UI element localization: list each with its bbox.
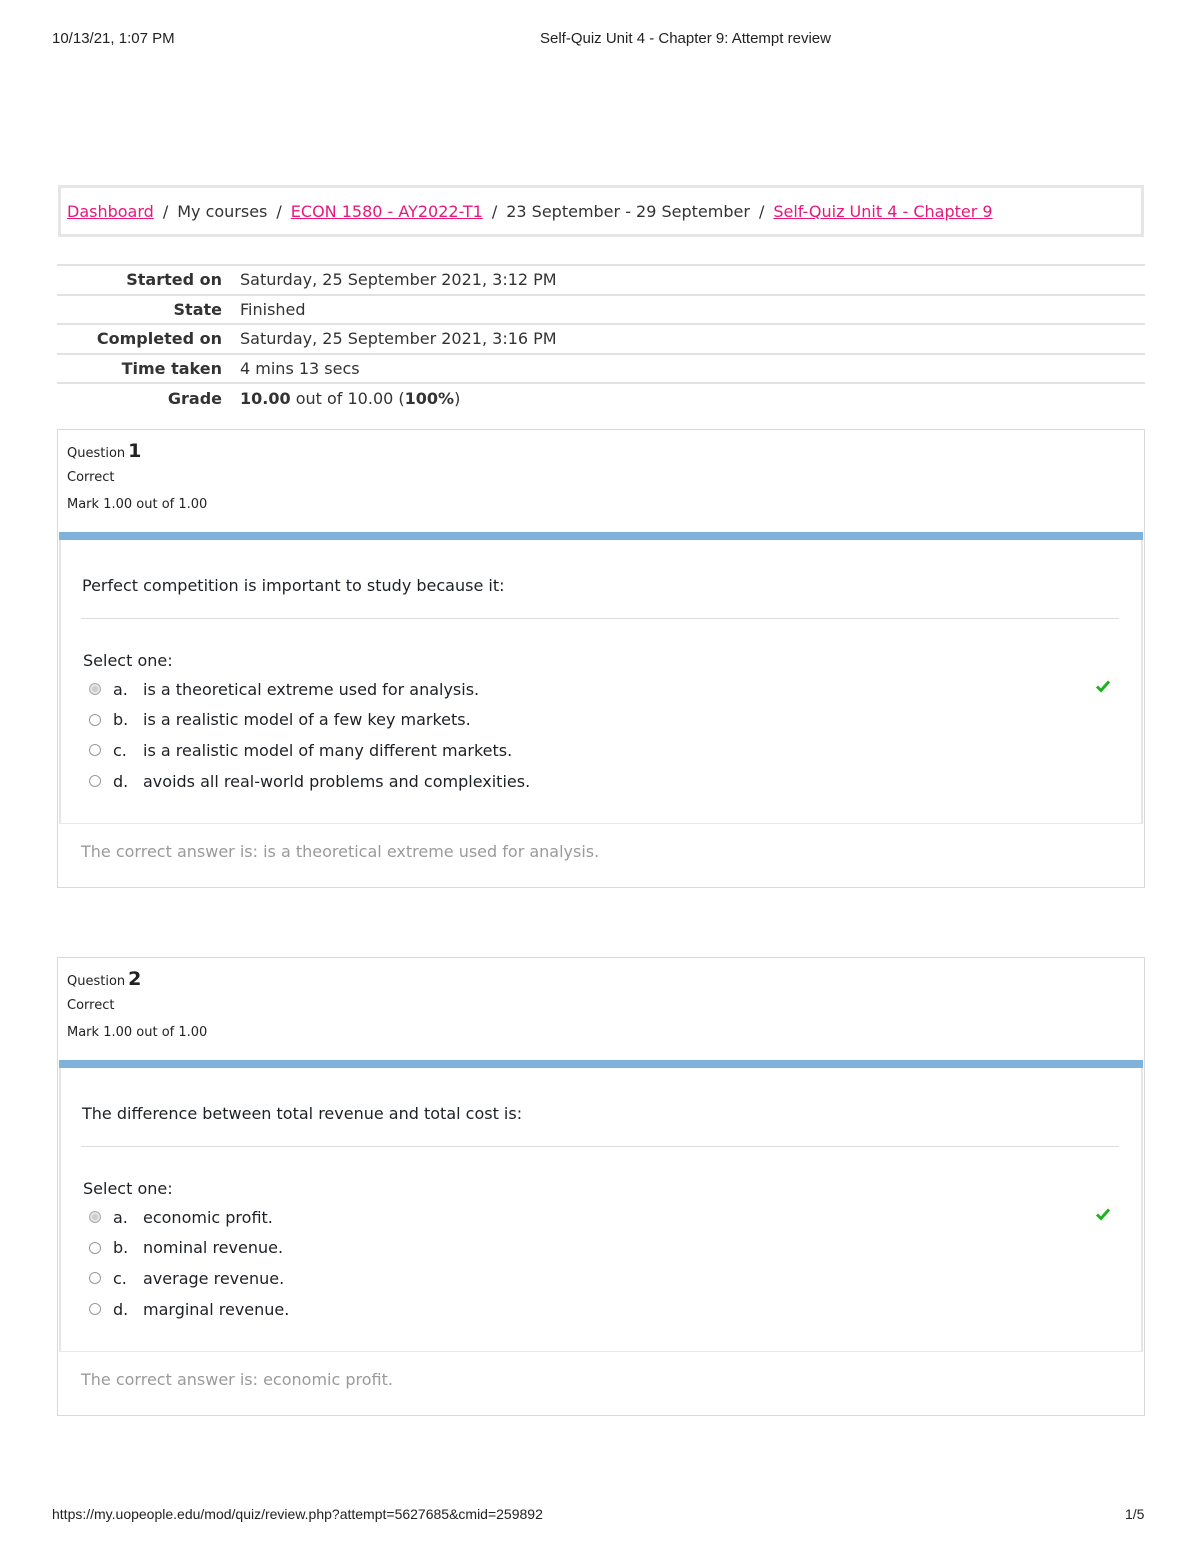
answer-option-d[interactable] (89, 1294, 1141, 1325)
summary-row-completed (57, 324, 1145, 354)
attempt-summary-table (57, 264, 1145, 413)
state-value: Finished (240, 295, 1145, 325)
summary-row-started (57, 265, 1145, 295)
question-label: Question (67, 974, 126, 989)
option-letter: c. (113, 740, 127, 760)
question-number (67, 968, 1144, 990)
option-text: marginal revenue. (143, 1299, 290, 1319)
correct-answer-feedback: The correct answer is: is a theoretical extreme used for analysis. (59, 823, 1143, 885)
select-one-prompt: Select one: (83, 651, 173, 670)
question-info (58, 430, 1144, 532)
option-text: economic profit. (143, 1207, 273, 1227)
summary-row-grade (57, 383, 1145, 413)
question-number-value: 1 (128, 440, 142, 462)
grade-close: ) (454, 388, 461, 408)
print-header (0, 30, 1200, 50)
answer-option-a[interactable] (89, 674, 1141, 705)
grade-score: 10.00 (240, 388, 291, 408)
question-mark: Mark 1.00 out of 1.00 (67, 497, 208, 512)
completed-value: Saturday, 25 September 2021, 3:16 PM (240, 324, 1145, 354)
question-number-value: 2 (128, 968, 142, 990)
summary-row-time (57, 354, 1145, 384)
started-label: Started on (57, 265, 240, 295)
breadcrumb-course-link[interactable]: ECON 1580 - AY2022-T1 (290, 201, 483, 221)
option-letter: d. (113, 771, 129, 791)
option-letter: c. (113, 1268, 127, 1288)
question-content (59, 540, 1143, 823)
breadcrumb-separator: / (758, 201, 765, 221)
breadcrumb-my-courses: My courses (177, 201, 268, 221)
breadcrumb-separator: / (491, 201, 498, 221)
radio-button[interactable] (89, 1242, 101, 1254)
option-letter: d. (113, 1299, 129, 1319)
state-label: State (57, 295, 240, 325)
answer-options (61, 1202, 1141, 1324)
answer-option-a[interactable] (89, 1202, 1141, 1233)
radio-button-selected[interactable] (89, 1211, 101, 1223)
option-text: is a realistic model of a few key markets. (143, 710, 471, 730)
grade-out-of: out of 10.00 ( (295, 388, 405, 408)
breadcrumb-dashboard-link[interactable]: Dashboard (67, 201, 154, 221)
summary-row-state (57, 295, 1145, 325)
answer-option-d[interactable] (89, 766, 1141, 797)
breadcrumb-separator: / (276, 201, 282, 221)
radio-button-selected[interactable] (89, 683, 101, 695)
breadcrumb-separator: / (162, 201, 169, 221)
started-value: Saturday, 25 September 2021, 3:12 PM (240, 265, 1145, 295)
print-title: Self-Quiz Unit 4 - Chapter 9: Attempt review (540, 30, 831, 47)
option-text: is a theoretical extreme used for analysis. (143, 679, 480, 699)
option-text: nominal revenue. (143, 1238, 284, 1258)
question-2 (57, 957, 1145, 1416)
option-text: is a realistic model of many different markets. (143, 740, 513, 760)
answer-option-b[interactable] (89, 1233, 1141, 1264)
question-divider-bar (59, 532, 1143, 540)
question-mark: Mark 1.00 out of 1.00 (67, 1025, 208, 1040)
time-taken-label: Time taken (57, 354, 240, 384)
time-taken-value: 4 mins 13 secs (240, 354, 1145, 384)
radio-button[interactable] (89, 775, 101, 787)
breadcrumb-quiz-link[interactable]: Self-Quiz Unit 4 - Chapter 9 (773, 201, 993, 221)
correct-check-icon (1095, 1206, 1111, 1222)
radio-button[interactable] (89, 744, 101, 756)
print-url: https://my.uopeople.edu/mod/quiz/review.php?attempt=5627685&cmid=259892 (52, 1506, 543, 1522)
option-letter: a. (113, 1207, 128, 1227)
print-date: 10/13/21, 1:07 PM (52, 30, 175, 47)
print-page-number: 1/5 (1125, 1506, 1145, 1522)
question-state: Correct (67, 470, 115, 485)
option-letter: b. (113, 710, 129, 730)
select-one-prompt: Select one: (83, 1179, 173, 1198)
answer-options (61, 674, 1141, 796)
correct-check-icon (1095, 678, 1111, 694)
option-text: average revenue. (143, 1268, 285, 1288)
radio-button[interactable] (89, 1303, 101, 1315)
question-text: Perfect competition is important to study because it: (82, 576, 505, 595)
question-content (59, 1068, 1143, 1351)
option-letter: a. (113, 679, 128, 699)
question-label: Question (67, 446, 126, 461)
option-letter: b. (113, 1238, 129, 1258)
answer-option-b[interactable] (89, 705, 1141, 736)
answer-option-c[interactable] (89, 735, 1141, 766)
question-state: Correct (67, 998, 115, 1013)
grade-label: Grade (57, 383, 240, 413)
radio-button[interactable] (89, 1272, 101, 1284)
question-1 (57, 429, 1145, 888)
grade-value (240, 383, 1145, 413)
breadcrumb (58, 185, 1144, 237)
question-number (67, 440, 1144, 462)
option-text: avoids all real-world problems and complexities. (143, 771, 531, 791)
question-info (58, 958, 1144, 1060)
correct-answer-feedback: The correct answer is: economic profit. (59, 1351, 1143, 1413)
question-divider-bar (59, 1060, 1143, 1068)
completed-label: Completed on (57, 324, 240, 354)
question-text: The difference between total revenue and total cost is: (82, 1104, 523, 1123)
answer-option-c[interactable] (89, 1263, 1141, 1294)
radio-button[interactable] (89, 714, 101, 726)
breadcrumb-week: 23 September - 29 September (506, 201, 750, 221)
grade-percent: 100% (404, 388, 455, 408)
